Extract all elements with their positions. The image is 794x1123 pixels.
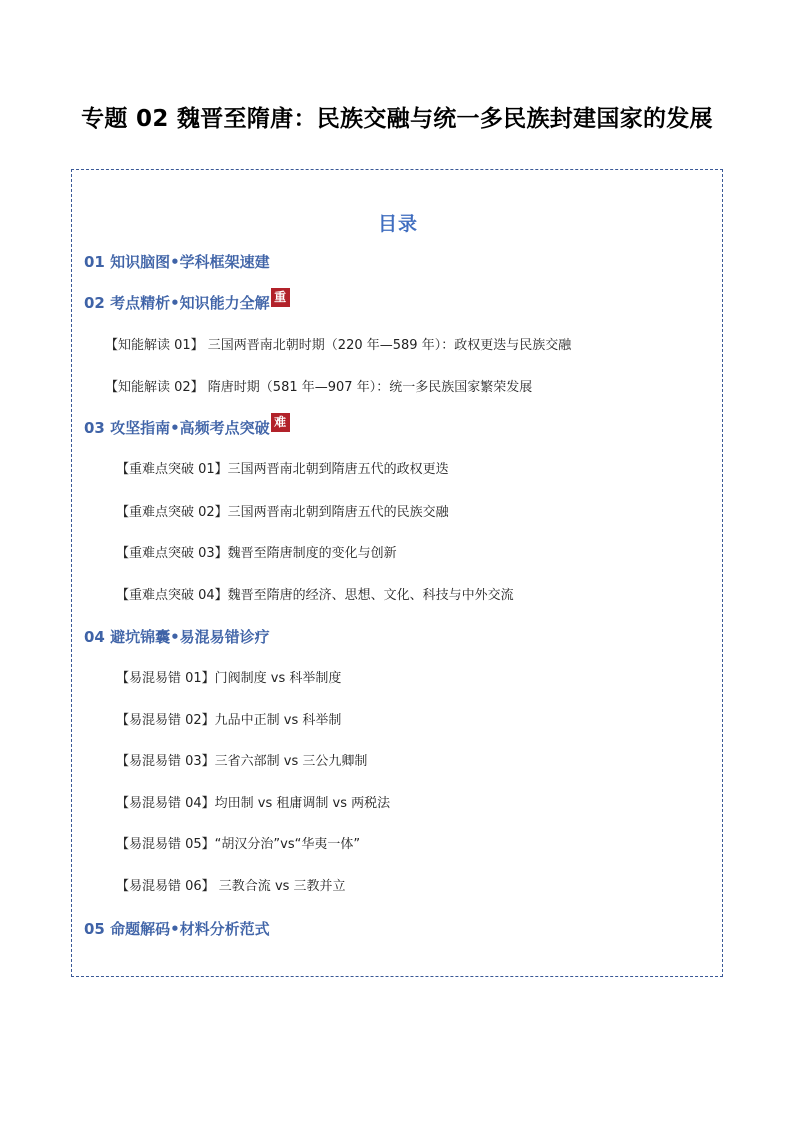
toc-item-zhineng-01[interactable]: 【知能解读 01】 三国两晋南北朝时期（220 年—589 年）：政权更迭与民族交融 <box>105 338 572 353</box>
toc-item-yihun-05[interactable]: 【易混易错 05】“胡汉分治”vs“华夷一体” <box>116 837 361 852</box>
toc-section-label: 05 命题解码•材料分析范式 <box>84 920 270 938</box>
toc-item-zhineng-02[interactable]: 【知能解读 02】 隋唐时期（581 年—907 年）：统一多民族国家繁荣发展 <box>105 380 533 395</box>
toc-item-zhongnan-02[interactable]: 【重难点突破 02】三国两晋南北朝到隋唐五代的民族交融 <box>116 505 449 520</box>
table-of-contents <box>71 169 723 977</box>
toc-item-yihun-02[interactable]: 【易混易错 02】九品中正制 vs 科举制 <box>116 713 342 728</box>
toc-section-05[interactable] <box>84 918 270 940</box>
toc-section-label: 02 考点精析•知识能力全解 <box>84 294 270 312</box>
toc-section-01[interactable] <box>84 251 270 273</box>
toc-item-yihun-04[interactable]: 【易混易错 04】均田制 vs 租庸调制 vs 两税法 <box>116 796 391 811</box>
toc-item-zhongnan-01[interactable]: 【重难点突破 01】三国两晋南北朝到隋唐五代的政权更迭 <box>116 462 449 477</box>
difficult-badge: 难 <box>271 413 290 432</box>
toc-section-04[interactable] <box>84 626 270 648</box>
toc-item-yihun-06[interactable]: 【易混易错 06】 三教合流 vs 三教并立 <box>116 879 346 894</box>
toc-section-label: 03 攻坚指南•高频考点突破 <box>84 419 270 437</box>
key-point-badge: 重 <box>271 288 290 307</box>
toc-item-yihun-03[interactable]: 【易混易错 03】三省六部制 vs 三公九卿制 <box>116 754 368 769</box>
toc-item-zhongnan-04[interactable]: 【重难点突破 04】魏晋至隋唐的经济、思想、文化、科技与中外交流 <box>116 588 514 603</box>
toc-section-label: 01 知识脑图•学科框架速建 <box>84 253 270 271</box>
toc-section-03[interactable] <box>84 417 290 439</box>
toc-section-label: 04 避坑锦囊•易混易错诊疗 <box>84 628 270 646</box>
toc-heading: 目录 <box>377 213 418 235</box>
toc-item-zhongnan-03[interactable]: 【重难点突破 03】魏晋至隋唐制度的变化与创新 <box>116 546 397 561</box>
document-title: 专题 02 魏晋至隋唐：民族交融与统一多民族封建国家的发展 <box>81 106 713 132</box>
toc-item-yihun-01[interactable]: 【易混易错 01】门阀制度 vs 科举制度 <box>116 671 342 686</box>
toc-section-02[interactable] <box>84 292 290 314</box>
